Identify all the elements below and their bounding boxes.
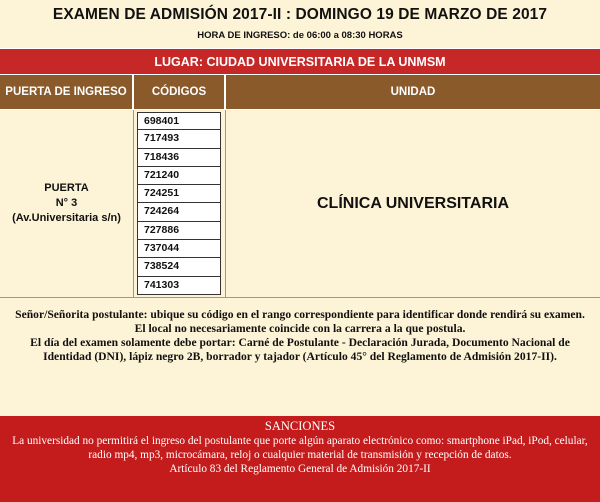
gate-address: (Av.Universitaria s/n) <box>12 212 121 224</box>
gate-label: PUERTA <box>44 182 89 194</box>
code-item: 738524 <box>137 258 221 276</box>
sanctions-text: La universidad no permitirá el ingreso del postulante que porte algún aparato electrónico como: smartphone iPad, iPod, celular, radio mp4, mp3, microcámara, reloj o cualquier material de transmisión y recepción de datos. <box>12 435 588 461</box>
sanctions-title: SANCIONES <box>264 419 336 433</box>
entry-time: HORA DE INGRESO: de 06:00 a 08:30 HORAS <box>197 30 403 41</box>
codes-list <box>134 110 226 297</box>
instructions <box>0 298 600 403</box>
code-item: 698401 <box>137 112 221 130</box>
location-bar: LUGAR: CIUDAD UNIVERSITARIA DE LA UNMSM <box>0 48 600 75</box>
instructions-paragraph-1: Señor/Señorita postulante: ubique su código en el rango correspondiente para identificar donde rendirá su examen. El local no necesariamente coincide con la carrera a la que postula. <box>15 308 585 335</box>
code-item: 724251 <box>137 185 221 203</box>
code-item: 717493 <box>137 130 221 148</box>
sanctions-box <box>0 416 600 502</box>
code-item: 727886 <box>137 222 221 240</box>
unit-cell: CLÍNICA UNIVERSITARIA <box>317 194 509 212</box>
column-header-codigos: CÓDIGOS <box>134 75 226 109</box>
gate-cell <box>0 110 134 297</box>
gate-number: N° 3 <box>55 197 78 209</box>
page-title: EXAMEN DE ADMISIÓN 2017-II : DOMINGO 19 DE MARZO DE 2017 <box>52 6 548 23</box>
code-item: 721240 <box>137 167 221 185</box>
header <box>0 0 600 48</box>
code-item: 718436 <box>137 149 221 167</box>
instructions-paragraph-2: El día del examen solamente debe portar: Carné de Postulante - Declaración Jurada, Documento Nacional de Identidad (DNI), lápiz negro 2B, borrador y tajador (Artículo 45° del Reglamento de Admisión 2017-II). <box>30 336 570 363</box>
code-item: 741303 <box>137 277 221 295</box>
column-header-unidad: UNIDAD <box>390 86 436 98</box>
table-header <box>0 75 600 110</box>
code-item: 724264 <box>137 203 221 221</box>
sanctions-article: Artículo 83 del Reglamento General de Admisión 2017-II <box>169 463 431 475</box>
column-header-puerta: PUERTA DE INGRESO <box>0 75 134 109</box>
code-item: 737044 <box>137 240 221 258</box>
table-row <box>0 110 600 298</box>
